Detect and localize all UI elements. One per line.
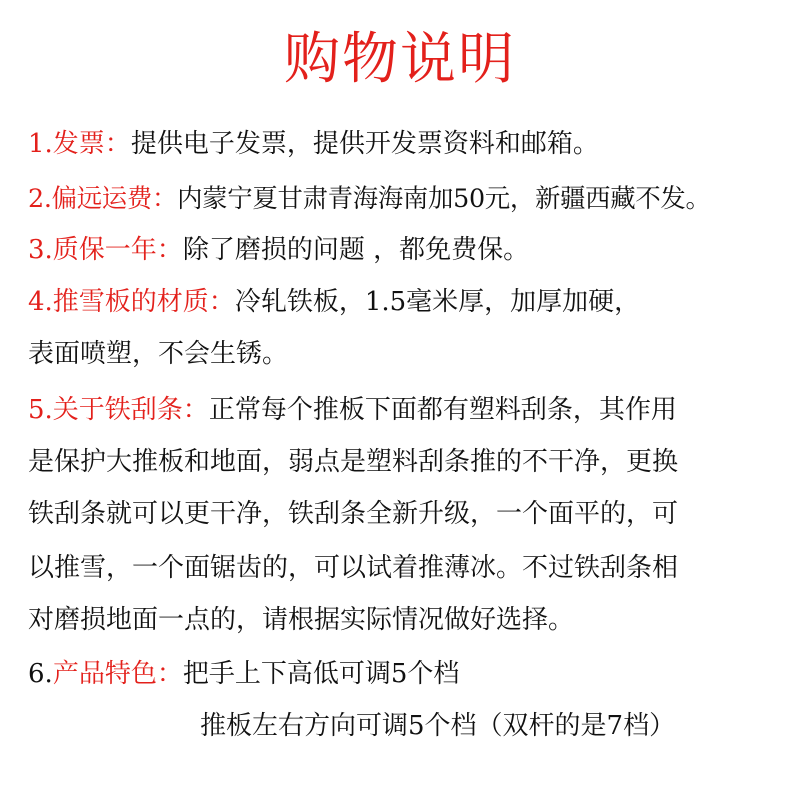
item-text: 正常每个推板下面都有塑料刮条，其作用	[208, 395, 677, 425]
item-iron-scraper-continued	[28, 444, 678, 480]
item-label: 1.发票：	[28, 129, 131, 159]
item-text: 把手上下高低可调5个档	[182, 659, 460, 689]
item-text: 提供电子发票，提供开发票资料和邮箱。	[130, 129, 599, 159]
item-iron-scraper-continued	[28, 550, 678, 586]
item-warranty	[28, 232, 529, 268]
item-text: 表面喷塑，不会生锈。	[28, 339, 289, 369]
item-text: 除了磨损的问题 ，都免费保。	[182, 235, 530, 265]
item-label: 3.质保一年：	[28, 235, 183, 265]
item-material-continued	[28, 336, 288, 372]
item-label: 5.关于铁刮条：	[28, 395, 209, 425]
item-material	[28, 284, 640, 320]
item-text: 内蒙宁夏甘肃青海海南加50元，新疆西藏不发。	[177, 183, 711, 213]
item-text: 对磨损地面一点的，请根据实际情况做好选择。	[28, 605, 575, 635]
item-label: 产品特色：	[52, 659, 183, 689]
item-number: 6.	[28, 659, 53, 689]
item-iron-scraper-continued	[28, 496, 678, 532]
page-title: 购物说明	[284, 27, 516, 92]
item-text: 是保护大推板和地面，弱点是塑料刮条推的不干净，更换	[28, 447, 679, 477]
item-product-features-continued	[200, 708, 675, 744]
item-text: 推板左右方向可调5个档（双杆的是7档）	[200, 711, 676, 741]
item-text: 以推雪，一个面锯齿的，可以试着推薄冰。不过铁刮条相	[28, 553, 679, 583]
item-iron-scraper-continued	[28, 602, 574, 638]
item-remote-shipping	[28, 180, 711, 216]
item-text: 铁刮条就可以更干净，铁刮条全新升级，一个面平的，可	[28, 499, 679, 529]
item-text: 冷轧铁板，1.5毫米厚，加厚加硬，	[234, 287, 641, 317]
item-label: 2.偏远运费：	[28, 183, 178, 213]
item-invoice	[28, 126, 599, 162]
item-iron-scraper	[28, 392, 677, 428]
item-label: 4.推雪板的材质：	[28, 287, 235, 317]
item-product-features	[28, 656, 459, 692]
